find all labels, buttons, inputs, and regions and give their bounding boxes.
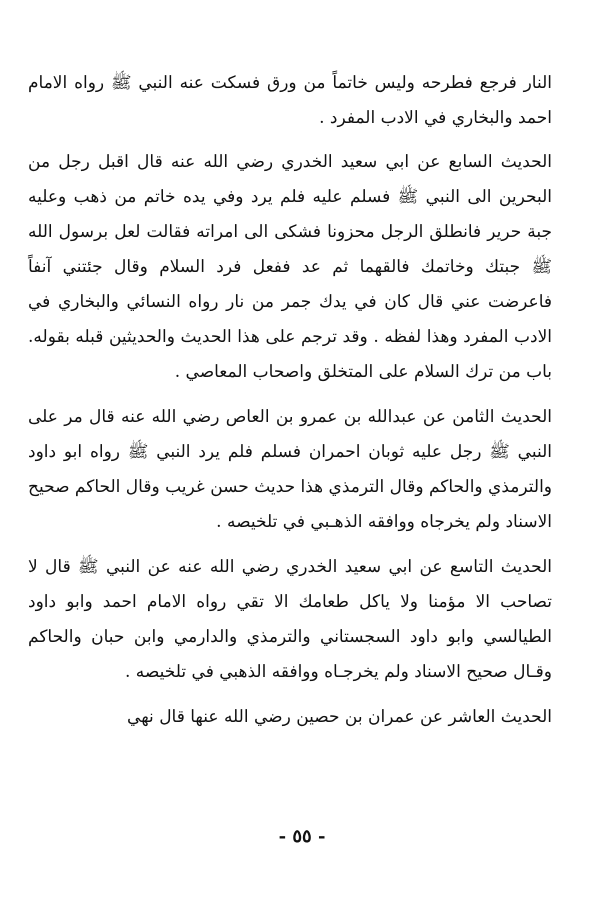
- paragraph-hadith-10: الحديث العاشر عن عمران بن حصين رضي الله عنها قال نهي: [127, 707, 552, 727]
- paragraph-hadith-8: الحديث الثامن عن عبدالله بن عمرو بن العاص رضي الله عنه قال مر على النبي ﷺ رجل عليه ثوبان احمران فسلم فلم يرد النبي ﷺ رواه ابو داود والترمذي والحاكم وقال الترمذي هذا حديث حسن غريب وقال الحاكم صحيح الاسناد ولم يخرجاه ووافقه الذهـبي في تلخيصه .: [28, 407, 552, 532]
- paragraph-1: النار فرجع فطرحه وليس خاتماً من ورق فسكت عنه النبي ﷺ رواه الامام احمد والبخاري في الادب المفرد .: [28, 73, 552, 128]
- body-text: [28, 66, 552, 744]
- paragraph-hadith-9: الحديث التاسع عن ابي سعيد الخدري رضي الله عنه عن النبي ﷺ قال لا تصاحب الا مؤمنا ولا ياكل طعامك الا تقي رواه الامام احمد وابو داود الطيالسي وابو داود السجستاني والترمذي والدارمي وابن حبان والحاكم وقـال صحيح الاسناد ولم يخرجـاه ووافقه الذهبي في تلخيصه .: [28, 557, 552, 682]
- page-number: - ٥٥ -: [278, 826, 326, 847]
- paragraph-hadith-7: الحديث السابع عن ابي سعيد الخدري رضي الله عنه قال اقبل رجل من البحرين الى النبي ﷺ فسلم عليه فلم يرد وفي يده خاتم من ذهب وعليه جبة حرير فانطلق الرجل محزونا فشكى الى امراته فقالت لعل برسول الله ﷺ جبتك وخاتمك فالقهما ثم عد ففعل فرد السلام وقال جئتني آنفاً فاعرضت عني قال كان في يدك جمر من نار رواه النسائي والبخاري في الادب المفرد وهذا لفظه . وقد ترجم على هذا الحديث والحديثين قبله بقوله. باب من ترك السلام على المتخلق واصحاب المعاصي .: [28, 152, 552, 382]
